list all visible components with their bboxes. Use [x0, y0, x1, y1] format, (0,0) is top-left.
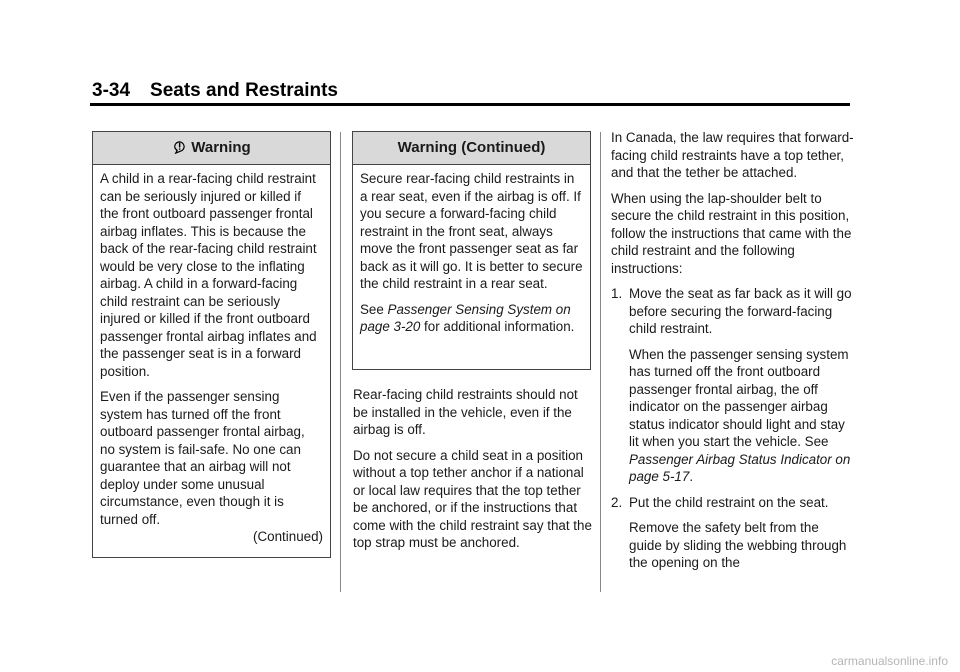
see-prefix: See [360, 301, 388, 317]
step-text: Move the seat as far back as it will go before securing the forward-facing child restraint. [629, 286, 852, 336]
warning-paragraph: Even if the passenger sensing system has turned off the front outboard passenger frontal airbag, no system is fail-safe. No one can guarantee that an airbag will not deploy under some unusual circumstance, even though it is turned off. [100, 389, 305, 527]
step-subtext: Remove the safety belt from the guide by sliding the webbing through the opening on the [629, 520, 847, 570]
column-divider-right [600, 132, 601, 592]
warning-paragraph: Secure rear-facing child restraints in a rear seat, even if the airbag is off. If you secure a forward-facing child restraint in the front seat, always move the front passenger seat as far back as it will go. It is better to secure the child restraint in a rear seat. [360, 171, 583, 291]
header-rule [90, 103, 850, 106]
step-subtext [629, 346, 855, 486]
step-subtext-end: . [689, 469, 694, 484]
warning-box-continued [352, 131, 591, 370]
body-paragraph: Do not secure a child seat in a position without a top tether anchor if a national or local law requires that the top tether be anchored, or if the instructions that come with the child restraint say that the top strap must be anchored. [353, 447, 592, 550]
warning-paragraph: A child in a rear-facing child restraint can be seriously injured or killed if the front outboard passenger frontal airbag inflates. This is because the back of the rear-facing child restraint would be very close to the inflating airbag. A child in a forward-facing child restraint can be seriously injured or killed if the front outboard passenger frontal airbag inflates and the passenger seat is in a forward position. [100, 171, 317, 379]
step-subtext-body: When the passenger sensing system has turned off the front outboard passenger frontal airbag, the off indicator on the passenger airbag status indicator should light and stay lit when you start the vehicle. See [629, 346, 849, 449]
step-item [611, 494, 855, 572]
section-title: Seats and Restraints [150, 80, 338, 101]
body-paragraph: When using the lap-shoulder belt to secure the child restraint in this position, follow the instructions that came with the child restraint and the following instructions: [611, 190, 852, 276]
cross-reference: Passenger Airbag Status Indicator on page 5-17 [629, 451, 851, 484]
see-reference-paragraph [360, 301, 583, 336]
page-number: 3-34 [92, 80, 131, 101]
warning-box [92, 131, 331, 558]
warning-icon [172, 139, 187, 154]
continued-label: (Continued) [253, 529, 323, 544]
warning-title: Warning [191, 139, 251, 156]
middle-column [353, 386, 593, 560]
column-divider-left [340, 132, 341, 592]
see-suffix: for additional information. [420, 319, 575, 334]
warning-continued-title: Warning (Continued) [353, 132, 590, 165]
watermark: carmanualsonline.info [831, 654, 948, 668]
step-number: 1. [611, 286, 623, 301]
cross-reference: Passenger Sensing System on page 3-20 [360, 301, 571, 334]
step-text: Put the child restraint on the seat. [629, 494, 829, 510]
step-item [611, 285, 855, 486]
page-header [92, 80, 338, 102]
warning-title-bar [93, 132, 330, 165]
step-number: 2. [611, 494, 623, 510]
body-paragraph: In Canada, the law requires that forward-facing child restraints have a top tether, and that the tether be attached. [611, 130, 854, 180]
right-column [611, 129, 855, 580]
body-paragraph: Rear-facing child restraints should not be installed in the vehicle, even if the airbag is off. [353, 387, 578, 437]
